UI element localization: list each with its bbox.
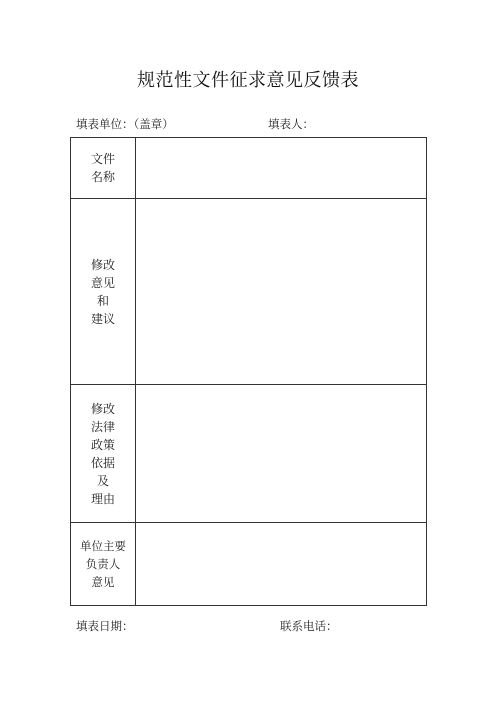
document-name-field[interactable] — [136, 138, 427, 199]
table-row — [71, 523, 427, 606]
legal-basis-field[interactable] — [136, 385, 427, 523]
filler-label: 填表人： — [268, 117, 314, 131]
leader-opinion-field[interactable] — [136, 523, 427, 606]
suggestions-field[interactable] — [136, 199, 427, 385]
fill-date-label: 填表日期： — [76, 619, 134, 633]
fill-unit-label: 填表单位：（盖章） — [76, 117, 174, 131]
row-label-suggestions: 修改 意见 和 建议 — [71, 199, 136, 385]
row-label-legal-basis: 修改 法律 政策 依据 及 理由 — [71, 385, 136, 523]
form-title: 规范性文件征求意见反馈表 — [137, 70, 359, 91]
table-row — [71, 138, 427, 199]
contact-phone-label: 联系电话： — [280, 619, 338, 633]
table-row — [71, 385, 427, 523]
table-row — [71, 199, 427, 385]
row-label-document-name: 文件 名称 — [71, 138, 136, 199]
feedback-form-table — [70, 137, 427, 606]
row-label-leader-opinion: 单位主要 负责人 意见 — [71, 523, 136, 606]
